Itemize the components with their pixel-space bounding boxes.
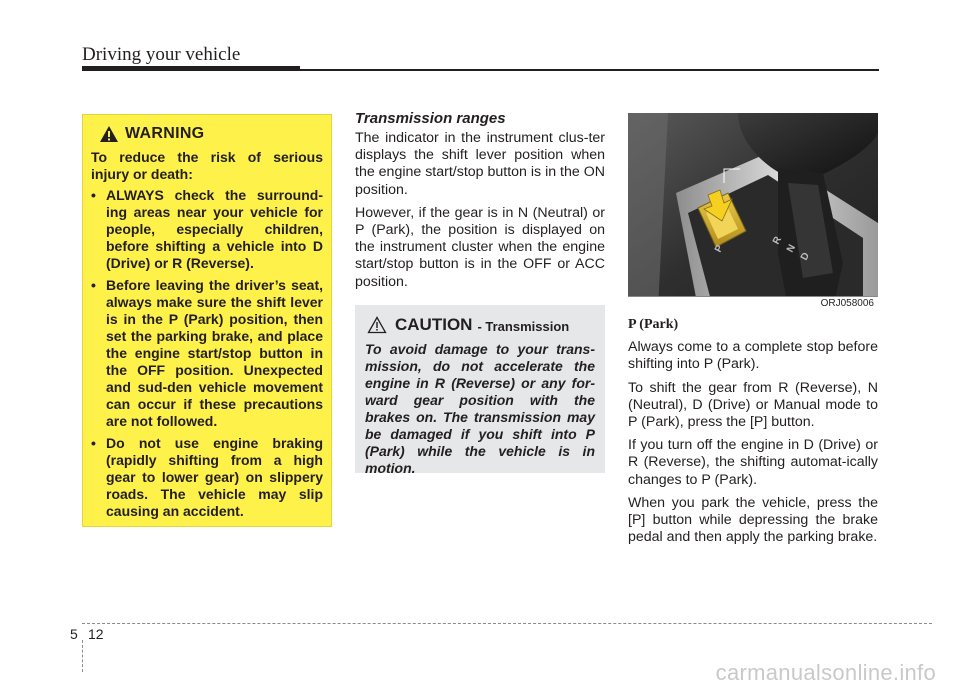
- caution-triangle-icon: [367, 316, 387, 334]
- gear-letter: R: [770, 234, 785, 247]
- caution-title: CAUTION: [395, 315, 473, 334]
- park-paragraph: If you turn off the engine in D (Drive) or R (Reverse), the shifting automat-ically changes to P (Park).: [628, 437, 878, 488]
- transmission-paragraph: The indicator in the instrument clus-ter displays the shift lever position when the engine start/stop button is in the ON position.: [355, 130, 606, 198]
- caution-header: [367, 315, 595, 335]
- shift-lever-illustration: [628, 113, 878, 308]
- transmission-heading: Transmission ranges: [355, 110, 506, 127]
- shift-lever-photo: [628, 113, 878, 308]
- header-rule-thin: [300, 69, 879, 71]
- caution-subtitle: - Transmission: [477, 318, 570, 334]
- park-section: [628, 316, 878, 552]
- caution-text: To avoid damage to your trans-mission, do not accelerate the engine in R (Reverse) or any for-ward gear position with the brakes on. The transmission may be damaged if you shift into P (Park) while the vehicle is in motion.: [365, 341, 595, 476]
- transmission-paragraph: However, if the gear is in N (Neutral) or P (Park), the position is displayed on the instrument cluster when the engine start/stop button is in the OFF or ACC position.: [355, 204, 605, 290]
- footer-rule: [82, 623, 932, 624]
- warning-item: • Before leaving the driver’s seat, always make sure the shift lever is in the P (Park) position, then set the parking brake, and place the engine start/stop button in the OFF position. Unexpected and sud-den vehicle movement can occur if these precautions are not followed.: [91, 277, 323, 429]
- warning-header: [99, 125, 323, 143]
- chapter-number: 5: [70, 626, 78, 642]
- footer-divider: [82, 640, 83, 672]
- warning-item: • Do not use engine braking (rapidly shifting from a high gear to lower gear) on slippery roads. The vehicle may slip causing an accident.: [91, 435, 323, 519]
- park-paragraph: When you park the vehicle, press the [P] button while depressing the brake pedal and then apply the parking brake.: [628, 494, 878, 546]
- header-rule-thick: [82, 66, 300, 71]
- gear-letter: D: [798, 250, 813, 263]
- gear-letter: P: [712, 243, 726, 255]
- warning-box: [82, 114, 332, 527]
- warning-item-text: Before leaving the driver’s seat, always make sure the shift lever is in the P (Park) position, then set the parking brake, and place the engine start/stop button in the OFF position. Unexpected and sud-den vehicle movement can occur if these precautions are not followed.: [106, 277, 323, 429]
- warning-triangle-icon: [99, 125, 119, 143]
- warning-list: [91, 187, 323, 520]
- warning-title: WARNING: [125, 125, 205, 142]
- warning-item-text: ALWAYS check the surround-ing areas near your vehicle for people, especially children, before shifting a vehicle into D (Drive) or R (Reverse).: [106, 187, 323, 271]
- page-number: 12: [88, 626, 104, 642]
- photo-caption: ORJ058006: [628, 296, 878, 311]
- park-heading: P (Park): [628, 317, 679, 332]
- page-header-title: Driving your vehicle: [82, 44, 241, 65]
- park-paragraph: Always come to a complete stop before shifting into P (Park).: [628, 339, 878, 373]
- park-paragraph: To shift the gear from R (Reverse), N (Neutral), D (Drive) or Manual mode to P (Park), press the [P] button.: [628, 379, 878, 431]
- warning-item: • ALWAYS check the surround-ing areas near your vehicle for people, especially children, before shifting a vehicle into D (Drive) or R (Reverse).: [91, 187, 323, 271]
- transmission-body: [355, 130, 605, 297]
- warning-item-text: Do not use engine braking (rapidly shifting from a high gear to lower gear) on slippery roads. The vehicle may slip causing an accident.: [106, 435, 323, 519]
- gear-letter: N: [784, 242, 799, 255]
- watermark: carmanualsonline.info: [715, 660, 936, 685]
- warning-intro: To reduce the risk of serious injury or death:: [91, 149, 323, 182]
- caution-box: [355, 305, 605, 476]
